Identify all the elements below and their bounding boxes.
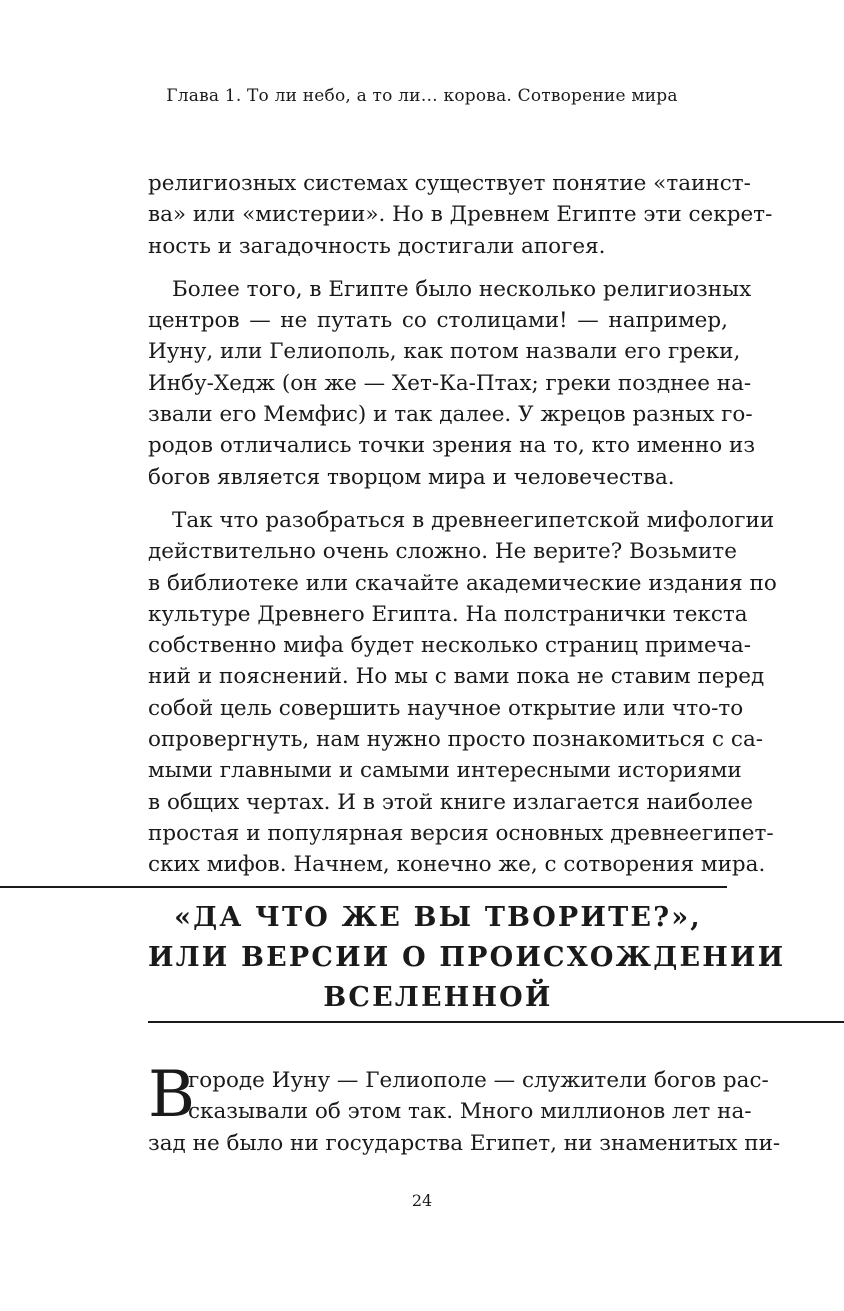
paragraph — [148, 505, 777, 881]
page-number: 24 — [411, 1191, 433, 1210]
text-line: религиозных системах существует понятие «таинст- — [148, 171, 751, 196]
text-line: опровергнуть, нам нужно просто познакомиться с са- — [148, 727, 764, 753]
text-line: Иуну, или Гелиополь, как потом назвали его греки, — [148, 339, 741, 365]
body-text-top — [148, 168, 777, 881]
heading-rule-top — [0, 886, 727, 888]
text-line: городе Иуну — Гелиополе — служители богов рас- — [188, 1068, 769, 1093]
text-line: Так что разобраться в древнеегипетской мифологии — [172, 507, 775, 533]
text-line: зад не было ни государства Египет, ни знаменитых пи- — [148, 1130, 781, 1156]
text-line: родов отличались точки зрения на то, кто именно из — [148, 433, 756, 459]
text-line: Инбу-Хедж (он же — Хет-Ка-Птах; греки позднее на- — [148, 370, 752, 396]
text-line: богов является творцом мира и человечества. — [148, 464, 675, 490]
text-line: ний и пояснений. Но мы с вами пока не ставим перед — [148, 664, 765, 690]
body-text-section — [148, 1058, 781, 1159]
text-line: простая и популярная версия основных древнеегипет- — [148, 820, 774, 846]
text-line: собой цель совершить научное открытие или что-то — [148, 695, 744, 721]
heading-line: «ДА ЧТО ЖЕ ВЫ ТВОРИТЕ?», — [174, 902, 702, 933]
text-line: сказывали об этом так. Много миллионов лет на- — [188, 1099, 752, 1125]
section-heading — [148, 898, 786, 1018]
text-line: Более того, в Египте было несколько религиозных — [172, 276, 752, 302]
text-line: центров — не путать со столицами! — например, — [148, 308, 728, 334]
text-line: в библиотеке или скачайте академические издания по — [148, 570, 777, 596]
paragraph — [148, 168, 773, 262]
text-line: собственно мифа будет несколько страниц примеча- — [148, 633, 752, 659]
text-line: мыми главными и самыми интересными историями — [148, 758, 742, 784]
text-line: ских мифов. Начнем, конечно же, с сотворения мира. — [148, 852, 766, 878]
text-line: действительно очень сложно. Не верите? Возьмите — [148, 539, 737, 565]
drop-cap: В — [148, 1058, 196, 1132]
paragraph — [148, 274, 756, 493]
text-line: в общих чертах. И в этой книге излагается наиболее — [148, 789, 753, 815]
heading-line: ВСЕЛЕННОЙ — [323, 982, 553, 1013]
running-head: Глава 1. То ли небо, а то ли… корова. Сотворение мира — [166, 86, 678, 106]
text-line: ва» или «мистерии». Но в Древнем Египте эти секрет- — [148, 202, 773, 228]
heading-rule-bottom — [148, 1021, 844, 1023]
text-line: ность и загадочность достигали апогея. — [148, 233, 606, 259]
text-line: звали его Мемфис) и так далее. У жрецов разных го- — [148, 402, 753, 428]
text-line: культуре Древнего Египта. На полстранички текста — [148, 601, 748, 627]
heading-line: ИЛИ ВЕРСИИ О ПРОИСХОЖДЕНИИ — [148, 942, 786, 973]
